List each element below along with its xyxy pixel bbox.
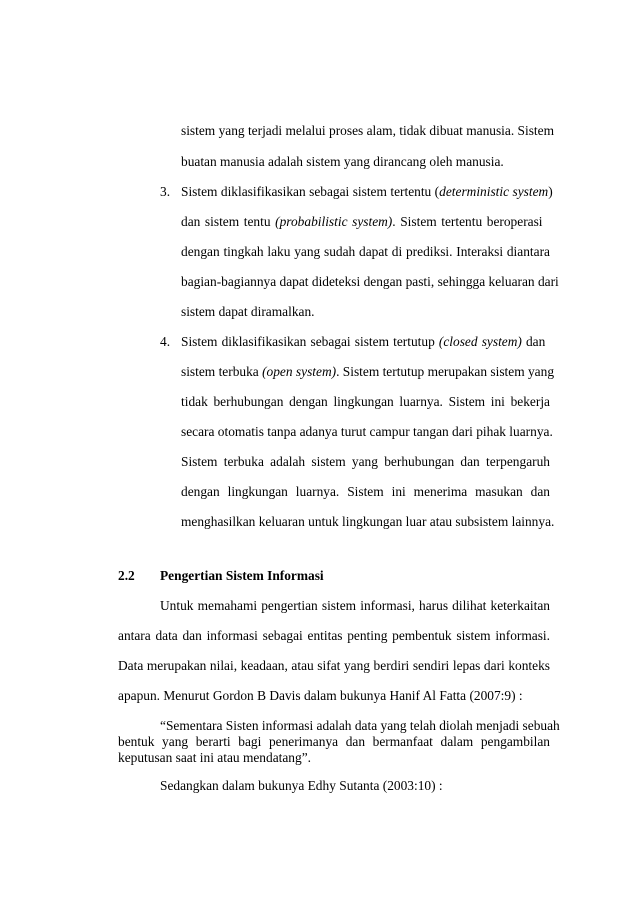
text-line: menghasilkan keluaran untuk lingkungan luar atau subsistem lainnya. xyxy=(181,514,555,529)
text-segment: Sistem diklasifikasikan sebagai sistem tertentu ( xyxy=(181,184,440,199)
italic-term: (closed system) xyxy=(438,334,522,349)
quote-line: keputusan saat ini atau mendatang”. xyxy=(118,750,311,765)
text-line: dengan lingkungan luarnya. Sistem ini menerima masukan dan xyxy=(181,484,550,499)
italic-term: (probabilistic system) xyxy=(275,214,393,229)
text-segment: dan sistem tentu xyxy=(181,214,276,229)
italic-term: (open system) xyxy=(262,364,337,379)
text-line: sistem yang terjadi melalui proses alam, tidak dibuat manusia. Sistem xyxy=(181,123,555,138)
text-line: buatan manusia adalah sistem yang dirancang oleh manusia. xyxy=(181,154,504,169)
italic-term: deterministic system xyxy=(439,184,549,199)
text-segment: . Sistem tertutup merupakan sistem yang xyxy=(336,364,555,379)
text-segment: dan xyxy=(521,334,546,349)
list-number: 3. xyxy=(160,184,171,199)
text-line: dengan tingkah laku yang sudah dapat di prediksi. Interaksi diantara xyxy=(181,244,550,259)
text-segment: Sistem diklasifikasikan sebagai sistem tertutup xyxy=(181,334,439,349)
section-number: 2.2 xyxy=(118,568,135,583)
paragraph-line: apapun. Menurut Gordon B Davis dalam bukunya Hanif Al Fatta (2007:9) : xyxy=(118,688,523,703)
paragraph-line: Sedangkan dalam bukunya Edhy Sutanta (2003:10) : xyxy=(160,778,443,793)
text-line: sistem dapat diramalkan. xyxy=(181,304,315,319)
text-segment: ) xyxy=(548,184,553,199)
text-line: secara otomatis tanpa adanya turut campur tangan dari pihak luarnya. xyxy=(181,424,553,439)
text-line: bagian-bagiannya dapat dideteksi dengan pasti, sehingga keluaran dari xyxy=(181,274,559,289)
quote-line: “Sementara Sisten informasi adalah data yang telah diolah menjadi sebuah xyxy=(160,718,560,733)
paragraph-line: Data merupakan nilai, keadaan, atau sifat yang berdiri sendiri lepas dari konteks xyxy=(118,658,550,673)
text-line xyxy=(181,184,553,200)
text-line xyxy=(181,334,545,350)
text-line: Sistem terbuka adalah sistem yang berhubungan dan terpengaruh xyxy=(181,454,550,469)
text-line: tidak berhubungan dengan lingkungan luarnya. Sistem ini bekerja xyxy=(181,394,550,409)
paragraph-line: Untuk memahami pengertian sistem informasi, harus dilihat keterkaitan xyxy=(160,598,550,613)
text-line xyxy=(181,364,554,380)
section-title: Pengertian Sistem Informasi xyxy=(160,568,324,583)
text-segment: . Sistem tertentu beroperasi xyxy=(392,214,543,229)
text-segment: sistem terbuka xyxy=(181,364,263,379)
text-line xyxy=(181,214,543,230)
paragraph-line: antara data dan informasi sebagai entitas penting pembentuk sistem informasi. xyxy=(118,628,550,643)
quote-line: bentuk yang berarti bagi penerimanya dan bermanfaat dalam pengambilan xyxy=(118,734,550,749)
list-number: 4. xyxy=(160,334,171,349)
